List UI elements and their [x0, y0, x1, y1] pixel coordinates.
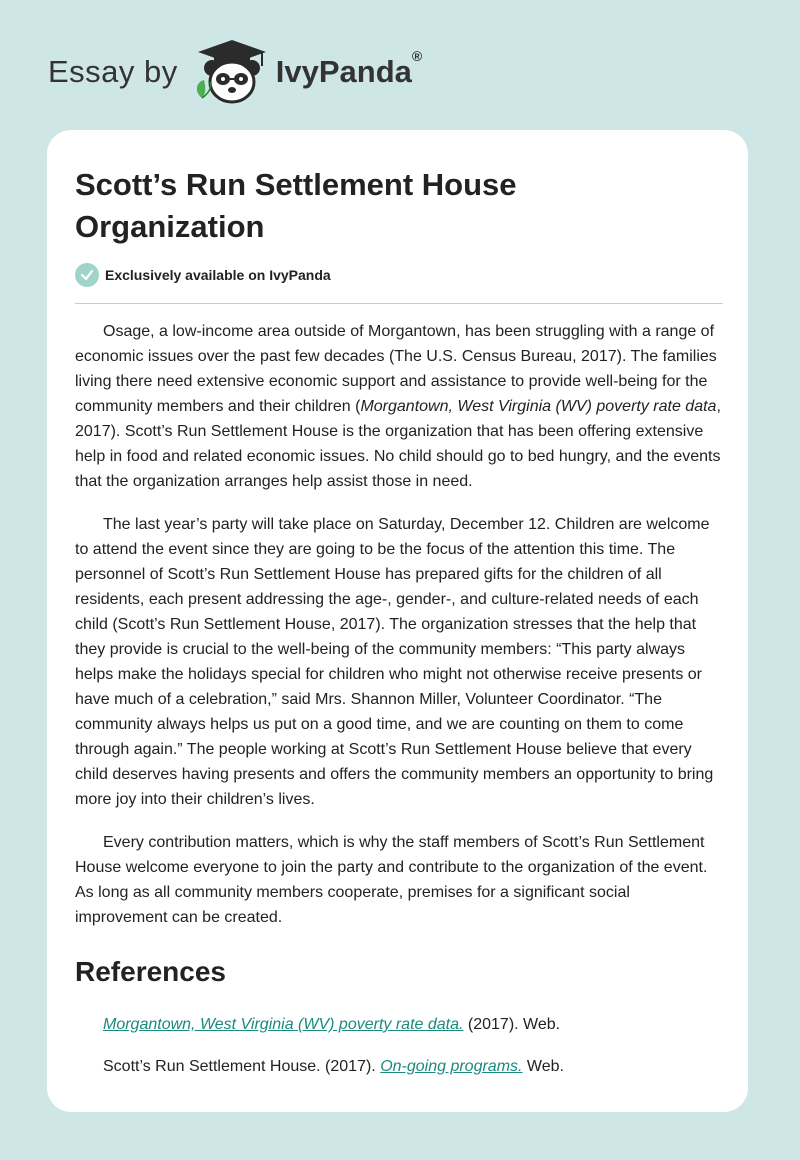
divider — [75, 303, 723, 304]
brand-prefix: Essay by — [48, 54, 178, 89]
references-heading: References — [75, 956, 226, 987]
site-brand[interactable] — [48, 36, 422, 108]
paragraph: Every contribution matters, which is why the staff members of Scott’s Run Settlement House welcome everyone to join the party and contribute to the organization of the event. As long as all community members cooperate, premises for a significant social improvement can be created. — [75, 834, 708, 926]
essay-body — [75, 319, 723, 1096]
brand-name: IvyPanda® — [275, 48, 423, 89]
reference-link[interactable]: On-going programs. — [380, 1058, 523, 1075]
reference-link[interactable]: Morgantown, West Virginia (WV) poverty rate data. — [103, 1016, 464, 1033]
page-title: Scott’s Run Settlement House Organization — [75, 167, 517, 244]
paragraph: The last year’s party will take place on Saturday, December 12. Children are welcome to attend the event since they are going to be the focus of the attention this time. The personnel of Scott’s Run Settlement House has prepared gifts for the children of all residents, each present addressing the age-, gender-, and culture-related needs of each child (Scott’s Run Settlement House, 2017). The organization stresses that the help that they provide is crucial to the well-being of the community members: “This party always helps make the holidays special for children who might not otherwise receive presents or have much of a celebration,” said Mrs. Shannon Miller, Volunteer Coordinator. “The community always helps us put on a good time, and we are counting on them to come through again.” The people working at Scott’s Run Settlement House believe that every child deserves having presents and offers the community members an opportunity to bring more joy into their children’s lives. — [75, 516, 714, 808]
paragraph: Osage, a low-income area outside of Morgantown, has been struggling with a range of economic issues over the past few decades (The U.S. Census Bureau, 2017). The families living there need extensive economic support and assistance to provide well-being for the community members and their children (Morgantown, West Virginia (WV) poverty rate data, 2017). Scott’s Run Settlement House is the organization that has been offering extensive help in food and related economic issues. No child should go to bed hungry, and the events that the organization arranges help assist those in need. — [75, 323, 721, 490]
checkmark-icon — [75, 263, 99, 287]
exclusive-label: Exclusively available on IvyPanda — [105, 267, 331, 283]
registered-mark: ® — [411, 48, 423, 64]
exclusive-badge — [75, 263, 331, 287]
reference-item: Morgantown, West Virginia (WV) poverty rate data. (2017). Web. — [103, 1016, 561, 1033]
panda-logo-icon — [192, 36, 272, 108]
reference-item: Scott’s Run Settlement House. (2017). On-going programs. Web. — [103, 1058, 564, 1075]
essay-card — [47, 130, 748, 1112]
